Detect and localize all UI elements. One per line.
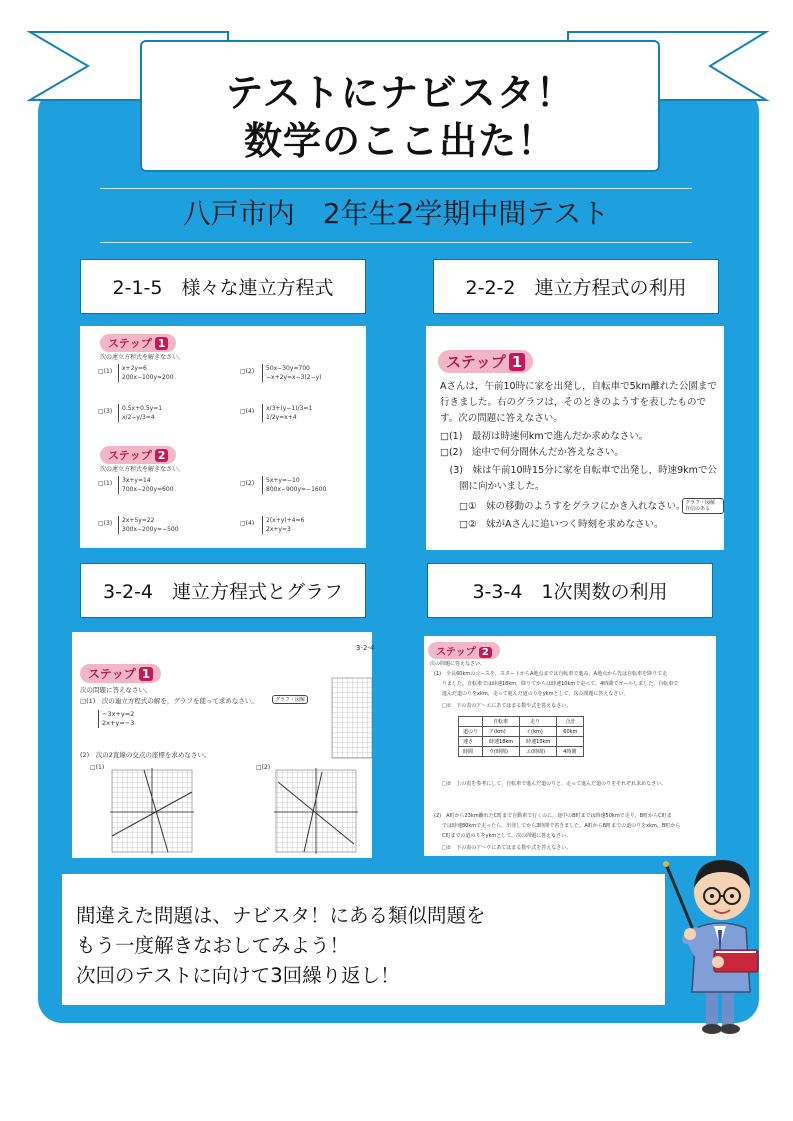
- table-cell: ウ(時間): [483, 747, 520, 757]
- problem-text: □(1) 最初は時速何kmで進んだか求めなさい。: [440, 431, 649, 442]
- table-cell: 4時間: [557, 747, 584, 757]
- problem-text: [118, 476, 174, 494]
- problem-text: 次の問題に答えなさい。: [430, 661, 486, 667]
- problem-text: □(3): [98, 520, 113, 527]
- table-cell: 時速10km: [520, 737, 557, 747]
- table-cell: [557, 737, 584, 747]
- problem-text: □(1): [98, 480, 113, 487]
- problem-text: 700x−200y=600: [122, 486, 174, 493]
- coordinate-grids: [72, 632, 375, 858]
- table-cell: 道のり: [459, 727, 483, 737]
- problem-text: 行きました。右のグラフは，そのときのようすを表したもので: [440, 397, 707, 408]
- problem-text: x/3+(y−1)/3=1: [266, 405, 313, 412]
- problem-text: 3-2-4: [356, 644, 375, 652]
- step-badge: ステップ 2: [100, 446, 176, 464]
- step-badge: ステップ 1: [80, 664, 161, 683]
- table-cell: 合計: [557, 717, 584, 727]
- section-label-2-2-2: 2-2-2 連立方程式の利用: [433, 259, 719, 314]
- problem-text: □② 妹がAさんに追いつく時刻を求めなさい。: [440, 519, 664, 530]
- table-cell: 速さ: [459, 737, 483, 747]
- table-cell: エ(時間): [520, 747, 557, 757]
- message-line: 間違えた問題は、ナビスタ！にある類似問題を: [76, 904, 486, 927]
- table-cell: 時速18km: [483, 737, 520, 747]
- problem-text: グラフ・図解 自信のある: [682, 498, 724, 514]
- problem-text: [118, 404, 162, 422]
- problem-text: □(1): [98, 368, 113, 375]
- problem-text: 次の問題に答えなさい。: [80, 686, 152, 694]
- table-cell: 時間: [459, 747, 483, 757]
- message-box: [62, 874, 665, 1005]
- problem-text: (2) 次の2直線の交点の座標を求めなさい。: [80, 751, 211, 759]
- problem-text: □(2): [240, 480, 255, 487]
- problem-text: □② 上の表を参考にして，自転車で進んだ道のりと，走って進んだ道のりをそれぞれ求めなさい。: [442, 781, 667, 787]
- problem-text: x/2−y/3=4: [122, 414, 155, 421]
- table-cell: ア(km): [483, 727, 520, 737]
- problem-image-2-1-5: [80, 326, 366, 548]
- problem-text: [118, 364, 174, 382]
- problem-text: (1) 全長60kmのコースを，スタートからA地点までは自転車で進み，A地点から先は自転車を降りて走: [434, 671, 668, 677]
- step-badge: ステップ 2: [428, 642, 500, 659]
- problem-text: □(4): [240, 408, 255, 415]
- problem-text: 0.5x+0.5y=1: [122, 405, 163, 412]
- step-badge: ステップ 1: [438, 350, 533, 373]
- problem-text: 進んだ道のりをxkm，走って進んだ道のりをykmとして，次の問題に答えなさい。: [442, 691, 629, 697]
- subtitle-bottom-rule: [100, 242, 692, 243]
- problem-text: [262, 476, 326, 494]
- table-cell: 自転車: [483, 717, 520, 727]
- problem-text: −3x+y=2: [102, 710, 135, 718]
- banner-title-line2: 数学のここ出た！: [243, 119, 556, 163]
- title-banner: [140, 40, 660, 172]
- problem-text: 2(x+y)+4=6: [266, 517, 305, 524]
- problem-text: [118, 516, 179, 534]
- problem-text: 園に向かいました。: [440, 481, 545, 492]
- problem-image-3-2-4: [72, 632, 375, 858]
- table-cell: [459, 717, 483, 727]
- problem-text: 次の連立方程式を解きなさい。: [100, 354, 185, 361]
- problem-text: では時速80kmで走ったら，出発してから3時間で着きました。A町からB町までの道のりをxkm，B町から: [442, 823, 681, 829]
- subtitle-top-rule: [100, 188, 692, 189]
- problem-text: □(2) 途中で何分間休んだか答えなさい。: [440, 447, 624, 458]
- problem-text: □① 下の表のア〜ウにあてはまる数や式を答えなさい。: [442, 845, 572, 851]
- page-subtitle: 八戸市内 2年生2学期中間テスト: [182, 197, 610, 230]
- problem-text: (2) A町から23km離れたC町まで自動車で行くのに，途中のB町までは時速50kmで走り，B町からC町ま: [434, 813, 672, 819]
- table-cell: 走り: [520, 717, 557, 727]
- problem-text: 2x+y=3: [266, 526, 291, 533]
- problem-text: 1/2y=x+4: [266, 414, 297, 421]
- section-label-3-2-4: 3-2-4 連立方程式とグラフ: [80, 563, 366, 618]
- problem-text: □(4): [240, 520, 255, 527]
- problem-image-2-2-2: [426, 326, 724, 550]
- problem-text: □(3): [98, 408, 113, 415]
- section-label-3-3-4: 3-3-4 1次関数の利用: [427, 563, 713, 618]
- problem-text: □① 下の表のア〜エにあてはまる数や式を答えなさい。: [442, 703, 572, 709]
- problem-text: 5x+y=−10: [266, 477, 300, 484]
- problem-text: (3) 妹は午前10時15分に家を自転車で出発し，時速9kmで公: [440, 465, 717, 476]
- problem-text: [262, 516, 304, 534]
- problem-text: りました。自転車では時速18km，降りてからは時速10kmで走って，4時間でゴールしました。自転車で: [442, 681, 679, 687]
- problem-text: グラフ・図解: [272, 695, 308, 704]
- problem-text: C町までの道のりをykmとして，次の問題に答えなさい。: [442, 833, 572, 839]
- problem-text: 200x−100y=200: [122, 374, 174, 381]
- problem-text: −x+2y=x−3(2−y): [266, 374, 322, 381]
- problem-text: す。次の問題に答えなさい。: [440, 413, 563, 424]
- problem-image-3-3-4: [424, 636, 716, 856]
- problem-text: 3x+y=14: [122, 477, 151, 484]
- problem-text: [262, 364, 321, 382]
- step-badge: ステップ 1: [100, 334, 176, 352]
- problem-text: 2x+5y=22: [122, 517, 155, 524]
- problem-text: 次の連立方程式を解きなさい。: [100, 466, 185, 473]
- problem-text: □(1): [90, 764, 105, 771]
- problem-text: 800x−900y=−1600: [266, 486, 327, 493]
- problem-text: [262, 404, 312, 422]
- banner-title-line1: テストにナビスタ！: [225, 71, 575, 115]
- section-label-2-1-5: 2-1-5 様々な連立方程式: [80, 259, 366, 314]
- problem-text: □(1) 次の連立方程式の解を，グラフを使って求めなさい。: [80, 697, 258, 705]
- message-line: 次回のテストに向けて3回繰り返し！: [76, 964, 400, 987]
- problem-text: x+2y=6: [122, 365, 147, 372]
- table-cell: 60km: [557, 727, 584, 737]
- problem-text: □(2): [256, 764, 271, 771]
- problem-text: 50x−30y=700: [266, 365, 310, 372]
- problem-text: Aさんは，午前10時に家を出発し，自転車で5km離れた公園まで: [440, 381, 717, 392]
- teacher-illustration-icon: [660, 846, 772, 1036]
- table-cell: イ(km): [520, 727, 557, 737]
- distance-table: [458, 716, 584, 757]
- problem-text: 2x+y=−3: [102, 719, 135, 727]
- message-line: もう一度解きなおしてみよう！: [76, 934, 350, 957]
- problem-text: □① 妹の移動のようすをグラフにかき入れなさい。: [440, 501, 686, 512]
- problem-text: 300x−200y=−500: [122, 526, 179, 533]
- problem-text: □(2): [240, 368, 255, 375]
